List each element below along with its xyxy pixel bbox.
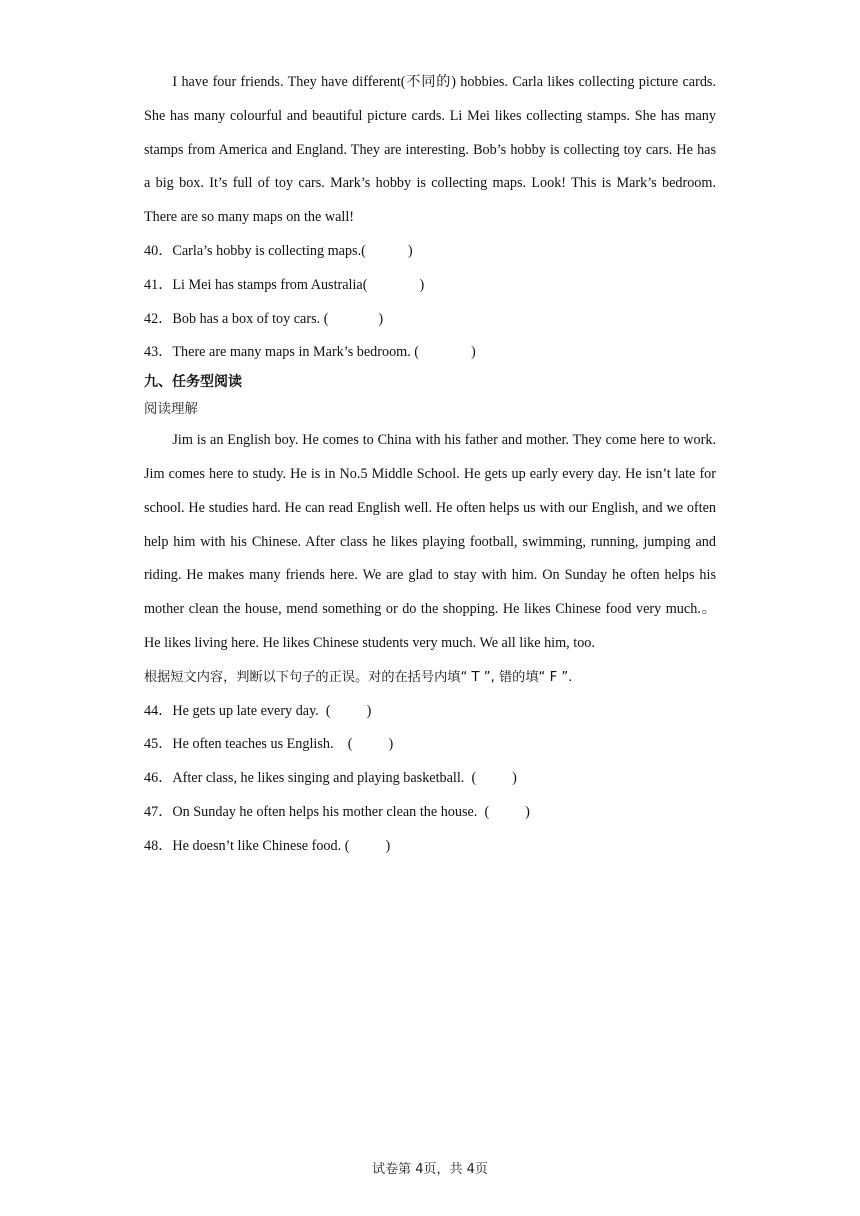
question-text: He gets up late every day. (: [172, 702, 331, 719]
section-subtitle: 阅读理解: [144, 401, 198, 418]
question-number: 42．: [144, 310, 173, 327]
question-text: Bob has a box of toy cars. (: [172, 310, 329, 327]
question-number: 48．: [144, 837, 173, 854]
close-paren: ): [419, 276, 425, 293]
close-paren: ): [407, 242, 413, 259]
question-44: [144, 695, 716, 729]
page-content: [144, 66, 716, 864]
reading-passage-hobbies: I have four friends. They have different(不同的) hobbies. Carla likes collecting picture cards. She has many colourful and beautiful picture cards. Li Mei likes collecting stamps. She has many stamps from America and England. They are interesting. Bob’s hobby is collecting toy cars. He has a big box. It’s full of toy cars. Mark’s hobby is collecting maps. Look! This is Mark’s bedroom. There are so many maps on the wall!: [144, 74, 716, 226]
question-number: 44．: [144, 702, 173, 719]
question-42: [144, 303, 716, 337]
question-list-jim: [144, 695, 716, 864]
instruction-text: 根据短文内容，判断以下句子的正误。对的在括号内填“ T ”, 错的填“ F ”.: [144, 669, 573, 685]
question-text: He often teaches us English. (: [172, 736, 353, 753]
question-number: 46．: [144, 770, 173, 787]
question-48: [144, 830, 716, 864]
reading-passage-jim: Jim is an English boy. He comes to China with his father and mother. They come here to work. Jim comes here to study. He is in No.5 Middle School. He gets up early every day. He isn’t late for school. He studies hard. He can read English well. He often helps us with our English, and we often help him with his Chinese. After class he likes playing football, swimming, running, jumping and riding. He makes many friends here. We are glad to stay with him. On Sunday he often helps his mother clean the house, mend something or do the shopping. He likes Chinese food very much.。He likes living here. He likes Chinese students very much. We all like him, too.: [144, 432, 716, 651]
question-text: On Sunday he often helps his mother clean the house. (: [172, 803, 490, 820]
close-paren: ): [525, 803, 530, 820]
close-paren: ): [378, 310, 384, 327]
close-paren: ): [471, 344, 476, 361]
section-title: 九、任务型阅读: [144, 374, 242, 391]
page-footer: 试卷第 4页，共 4页: [372, 1162, 488, 1177]
question-text: Li Mei has stamps from Australia(: [172, 276, 368, 293]
question-number: 43．: [144, 344, 173, 361]
close-paren: ): [385, 837, 391, 854]
question-number: 47．: [144, 803, 173, 820]
question-number: 45．: [144, 736, 173, 753]
question-text: Carla’s hobby is collecting maps.(: [172, 242, 366, 259]
question-list-hobbies: [144, 235, 716, 370]
question-text: After class, he likes singing and playing basketball. (: [172, 770, 477, 787]
question-43: [144, 336, 716, 370]
question-45: [144, 728, 716, 762]
question-number: 40．: [144, 242, 173, 259]
close-paren: ): [512, 770, 517, 787]
close-paren: ): [388, 736, 394, 753]
question-text: There are many maps in Mark’s bedroom. (: [172, 344, 420, 361]
question-47: [144, 796, 716, 830]
question-text: He doesn’t like Chinese food. (: [172, 837, 350, 854]
question-40: [144, 235, 716, 269]
question-number: 41．: [144, 276, 173, 293]
question-46: [144, 762, 716, 796]
close-paren: ): [366, 702, 372, 719]
question-41: [144, 269, 716, 303]
